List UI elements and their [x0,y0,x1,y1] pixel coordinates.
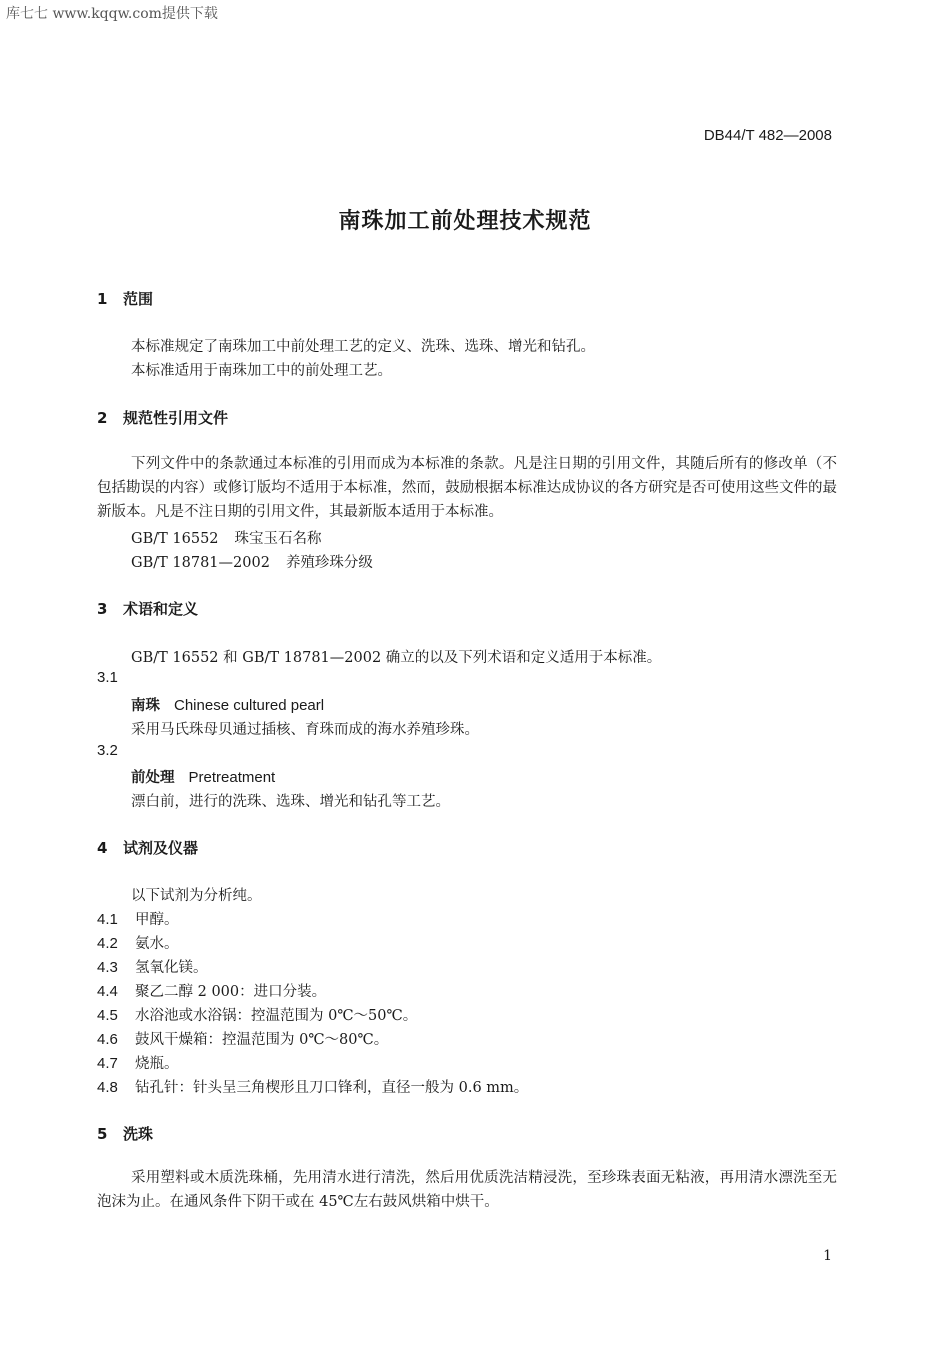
section-4-heading [97,837,198,858]
term-heading [131,766,275,787]
reference-item [131,551,373,572]
page-title: 南珠加工前处理技术规范 [338,209,592,234]
term-en: Chinese cultured pearl [174,697,325,714]
section-number: 2 [97,409,108,427]
item-number: 4.8 [97,1079,118,1096]
reagent-item [97,956,208,977]
page-number: 1 [823,1248,832,1264]
item-text: 烧瓶。 [135,1056,179,1072]
reagent-item [97,1076,528,1097]
term-en: Pretreatment [188,769,276,786]
normative-paragraph: 下列文件中的条款通过本标准的引用而成为本标准的条款。凡是注日期的引用文件，其随后所有的修改单（不包括勘误的内容）或修订版均不适用于本标准，然而，鼓励根据本标准达成协议的各方研究是否可使用这些文件的最新版本。凡是不注日期的引用文件，其最新版本适用于本标准。 [97,456,837,520]
term-zh: 南珠 [131,698,160,714]
item-text: 钻孔针：针头呈三角楔形且刀口锋利，直径一般为 0.6 mm。 [135,1080,529,1096]
term-number: 3.1 [97,669,118,686]
item-number: 4.6 [97,1031,118,1048]
section-number: 1 [97,290,108,308]
item-number: 4.4 [97,983,118,1000]
reference-code: GB/T 16552 [131,531,219,547]
reagent-item [97,980,326,1001]
item-text: 水浴池或水浴锅：控温范围为 0℃～50℃。 [135,1008,418,1024]
item-text: 氢氧化镁。 [135,960,208,976]
reagent-item [97,1028,388,1049]
term-definition: 采用马氏珠母贝通过插核、育珠而成的海水养殖珍珠。 [131,722,479,738]
section-title: 规范性引用文件 [123,409,229,427]
item-number: 4.1 [97,911,118,928]
item-text: 氨水。 [135,936,179,952]
section-title: 范围 [123,290,154,308]
terms-intro: GB/T 16552 和 GB/T 18781—2002 确立的以及下列术语和定义适用于本标准。 [131,650,662,666]
reagents-intro: 以下试剂为分析纯。 [131,888,262,904]
item-text: 鼓风干燥箱：控温范围为 0℃～80℃。 [135,1032,389,1048]
section-title: 试剂及仪器 [123,839,199,857]
reference-item [131,527,322,548]
washing-paragraph: 采用塑料或木质洗珠桶，先用清水进行清洗，然后用优质洗洁精浸洗，至珍珠表面无粘液，再用清水漂洗至无泡沫为止。在通风条件下阴干或在 45℃左右鼓风烘箱中烘干。 [97,1170,837,1210]
item-number: 4.7 [97,1055,118,1072]
section-1-heading [97,288,153,309]
reagent-item [97,1052,179,1073]
item-text: 甲醇。 [135,912,179,928]
section-number: 3 [97,600,108,618]
section-title: 洗珠 [123,1125,154,1143]
item-number: 4.3 [97,959,118,976]
item-number: 4.5 [97,1007,118,1024]
item-text: 聚乙二醇 2 000：进口分装。 [135,984,327,1000]
reference-name: 珠宝玉石名称 [234,531,322,547]
section-2-heading [97,407,228,428]
reference-code: GB/T 18781—2002 [131,555,270,571]
item-number: 4.2 [97,935,118,952]
section-5-heading [97,1123,153,1144]
section-title: 术语和定义 [123,600,199,618]
reagent-item [97,908,179,929]
section-3-heading [97,598,198,619]
section-number: 4 [97,839,108,857]
reference-name: 养殖珍珠分级 [285,555,373,571]
scope-line-2: 本标准适用于南珠加工中的前处理工艺。 [131,363,392,379]
term-zh: 前处理 [131,770,175,786]
term-definition: 漂白前，进行的洗珠、选珠、增光和钻孔等工艺。 [131,794,450,810]
term-number: 3.2 [97,742,118,759]
section-number: 5 [97,1125,108,1143]
document-number: DB44/T 482—2008 [703,127,832,144]
reagent-item [97,932,179,953]
reagent-item [97,1004,417,1025]
watermark: 库七七 www.kqqw.com提供下载 [6,6,218,22]
term-heading [131,694,324,715]
scope-line-1: 本标准规定了南珠加工中前处理工艺的定义、洗珠、选珠、增光和钻孔。 [131,339,595,355]
